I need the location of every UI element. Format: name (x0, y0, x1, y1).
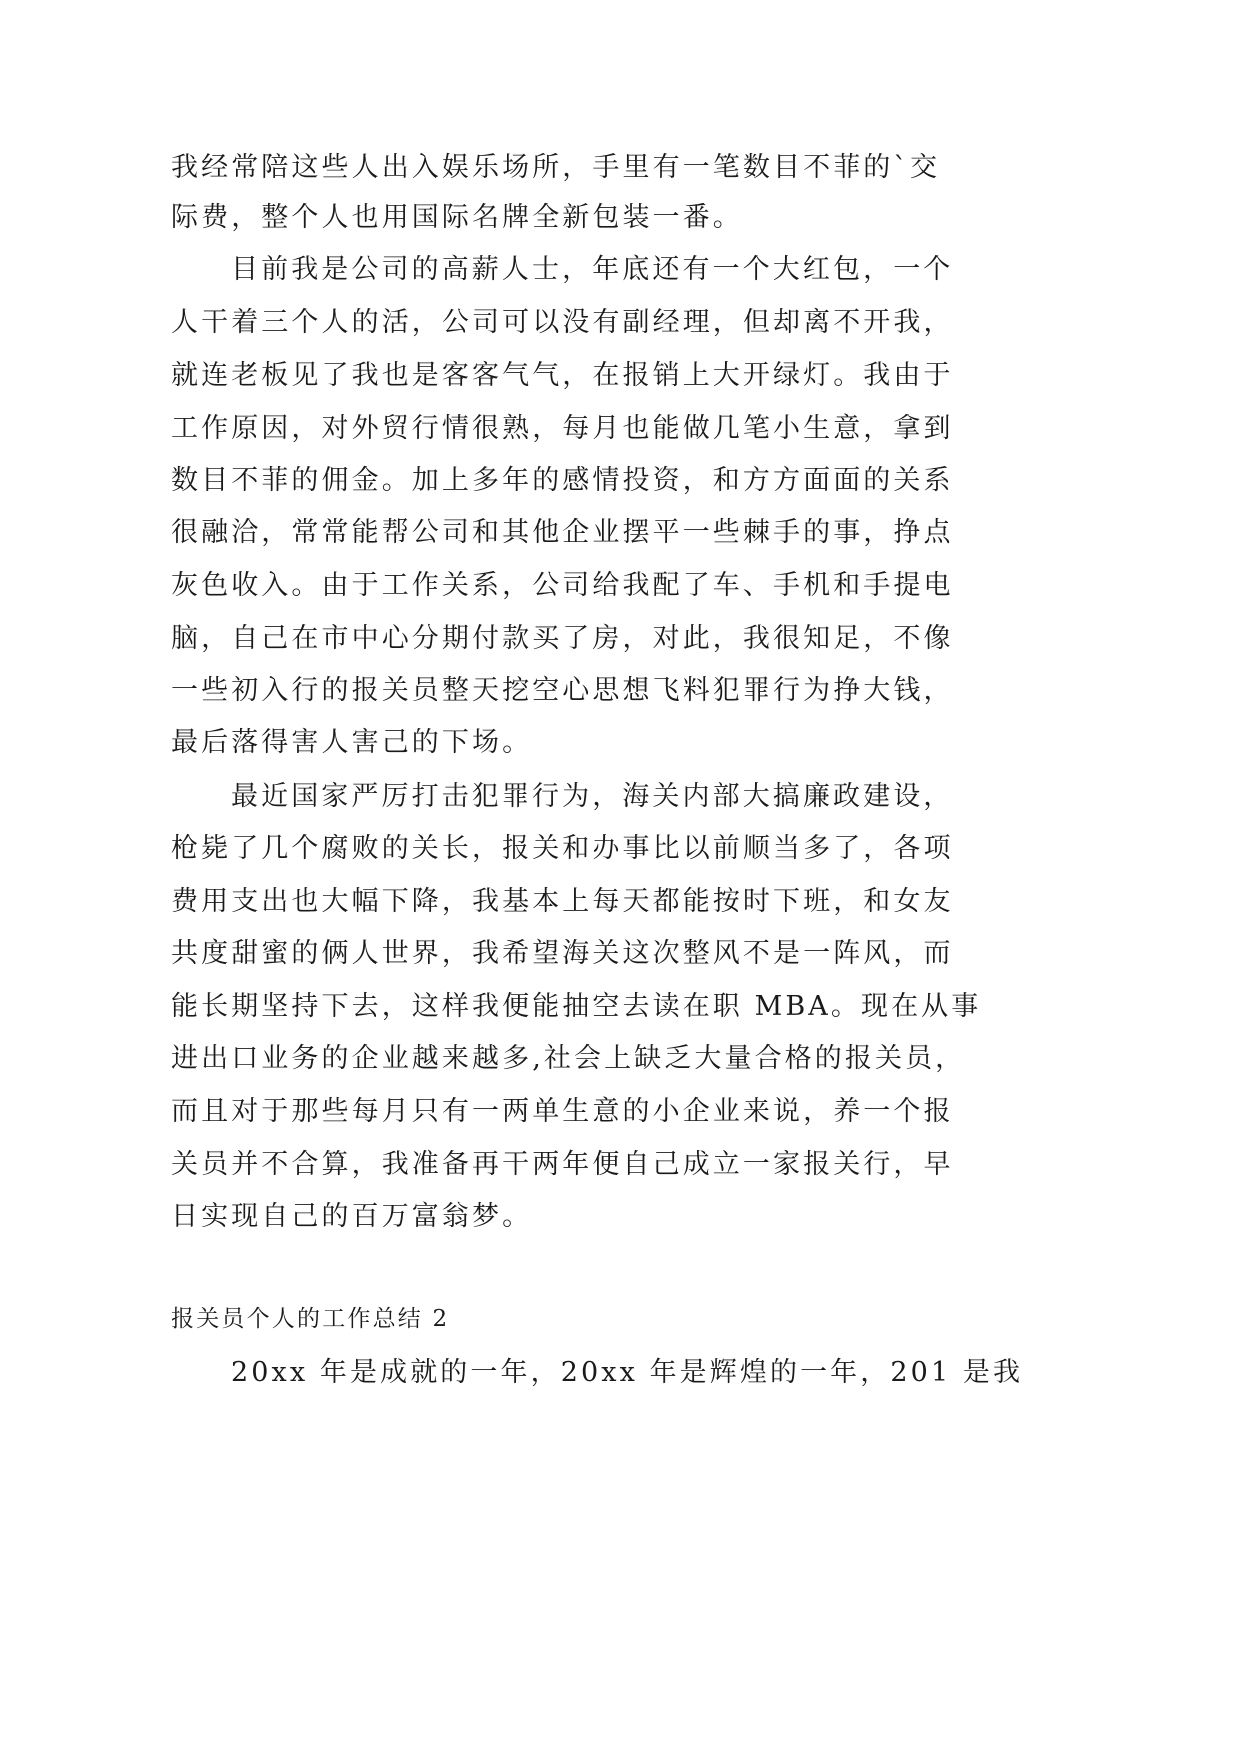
paragraph-line: 很融洽，常常能帮公司和其他企业摆平一些棘手的事，挣点 (171, 517, 954, 548)
paragraph-line: 最后落得害人害己的下场。 (171, 727, 533, 758)
paragraph-line: 人干着三个人的活，公司可以没有副经理，但却离不开我， (171, 307, 954, 338)
paragraph-line: 脑，自己在市中心分期付款买了房，对此，我很知足，不像 (171, 623, 954, 654)
paragraph-line: 能长期坚持下去，这样我便能抽空去读在职 MBA。现在从事 (171, 991, 982, 1022)
paragraph-line: 枪毙了几个腐败的关长，报关和办事比以前顺当多了，各项 (171, 833, 954, 864)
paragraph-line: 20xx 年是成就的一年，20xx 年是辉煌的一年，201 是我 (231, 1357, 1024, 1388)
paragraph-line: 目前我是公司的高薪人士，年底还有一个大红包，一个 (231, 254, 954, 285)
paragraph-line: 数目不菲的佣金。加上多年的感情投资，和方方面面的关系 (171, 465, 954, 496)
paragraph-line: 而且对于那些每月只有一两单生意的小企业来说，养一个报 (171, 1096, 954, 1127)
paragraph-line: 最近国家严厉打击犯罪行为，海关内部大搞廉政建设， (231, 781, 954, 812)
paragraph-line: 进出口业务的企业越来越多,社会上缺乏大量合格的报关员， (171, 1043, 966, 1074)
section-title: 报关员个人的工作总结 2 (171, 1306, 450, 1332)
paragraph-line: 灰色收入。由于工作关系，公司给我配了车、手机和手提电 (171, 570, 954, 601)
paragraph-line: 我经常陪这些人出入娱乐场所，手里有一笔数目不菲的`交 (171, 152, 941, 183)
paragraph-line: 就连老板见了我也是客客气气，在报销上大开绿灯。我由于 (171, 360, 954, 391)
paragraph-line: 费用支出也大幅下降，我基本上每天都能按时下班，和女友 (171, 886, 954, 917)
paragraph-line: 关员并不合算，我准备再干两年便自己成立一家报关行，早 (171, 1149, 954, 1180)
paragraph-line: 日实现自己的百万富翁梦。 (171, 1201, 533, 1232)
paragraph-line: 共度甜蜜的俩人世界，我希望海关这次整风不是一阵风，而 (171, 938, 954, 969)
paragraph-line: 一些初入行的报关员整天挖空心思想飞料犯罪行为挣大钱， (171, 675, 954, 706)
paragraph-line: 工作原因，对外贸行情很熟，每月也能做几笔小生意，拿到 (171, 413, 954, 444)
paragraph-line: 际费，整个人也用国际名牌全新包装一番。 (171, 202, 743, 233)
